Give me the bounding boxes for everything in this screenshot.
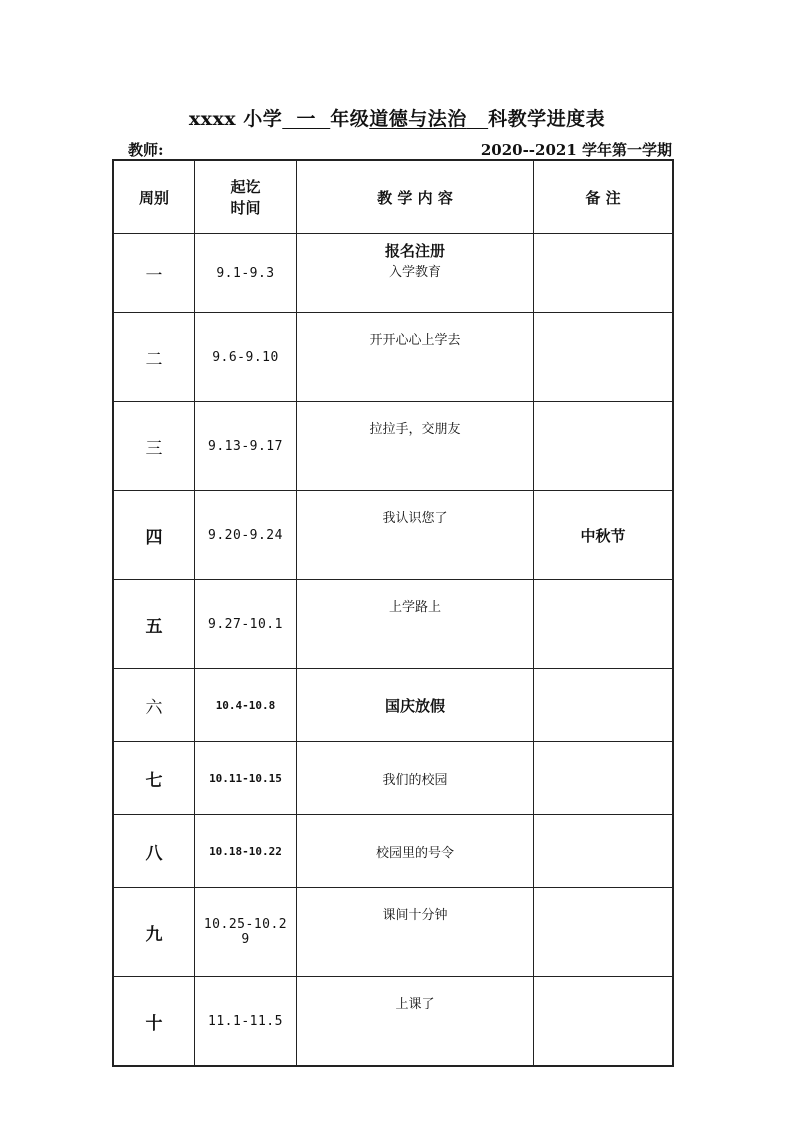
week-cell: 五 [113,580,195,669]
title-grade: 一 [296,108,317,130]
content-cell: 校园里的号令 [297,815,534,888]
header-note: 备 注 [534,160,674,234]
header-dates: 起讫 时间 [195,160,297,234]
note-cell [534,580,674,669]
date-cell: 9.20-9.24 [195,491,297,580]
date-cell: 9.13-9.17 [195,402,297,491]
week-cell: 四 [113,491,195,580]
content-cell: 报名注册 入学教育 [297,234,534,313]
week-cell: 九 [113,888,195,977]
date-cell: 9.1-9.3 [195,234,297,313]
table-row [113,313,673,402]
page-title [0,104,794,131]
table-row [113,742,673,815]
date-cell: 10.25-10.2 9 [195,888,297,977]
week-cell: 三 [113,402,195,491]
week-cell: 一 [113,234,195,313]
teacher-blank [174,145,262,160]
note-cell [534,234,674,313]
teacher-label: 教师: [128,141,164,159]
table-row [113,580,673,669]
note-cell [534,815,674,888]
date-cell: 9.6-9.10 [195,313,297,402]
date-cell: 10.4-10.8 [195,669,297,742]
date-cell: 11.1-11.5 [195,977,297,1067]
note-cell: 中秋节 [534,491,674,580]
table-row [113,491,673,580]
table-row [113,815,673,888]
header-week: 周别 [113,160,195,234]
content-cell: 我认识您了 [297,491,534,580]
week-cell: 八 [113,815,195,888]
header-row [113,160,673,234]
date-cell: 9.27-10.1 [195,580,297,669]
content-cell: 国庆放假 [297,669,534,742]
term-label: 2020--2021 学年第一学期 [480,141,672,159]
table-row [113,888,673,977]
table-row [113,669,673,742]
content-cell: 我们的校园 [297,742,534,815]
content-cell: 上学路上 [297,580,534,669]
content-cell: 上课了 [297,977,534,1067]
title-prefix: xxxx 小学 [188,108,283,130]
note-cell [534,742,674,815]
note-cell [534,669,674,742]
week-cell: 六 [113,669,195,742]
table-row [113,402,673,491]
header-content: 教 学 内 容 [297,160,534,234]
content-cell: 课间十分钟 [297,888,534,977]
title-suffix: 科教学进度表 [488,108,606,130]
schedule-table [112,159,674,1067]
note-cell [534,977,674,1067]
content-cell: 拉拉手，交朋友 [297,402,534,491]
content-cell: 开开心心上学去 [297,313,534,402]
table-row [113,234,673,313]
date-cell: 10.11-10.15 [195,742,297,815]
week-cell: 七 [113,742,195,815]
title-subject: 道德与法治 [369,108,467,130]
note-cell [534,402,674,491]
title-grade-suffix: 年级 [330,108,370,130]
table-row [113,977,673,1067]
week-cell: 二 [113,313,195,402]
note-cell [534,888,674,977]
week-cell: 十 [113,977,195,1067]
date-cell: 10.18-10.22 [195,815,297,888]
note-cell [534,313,674,402]
teacher-line [128,139,262,160]
